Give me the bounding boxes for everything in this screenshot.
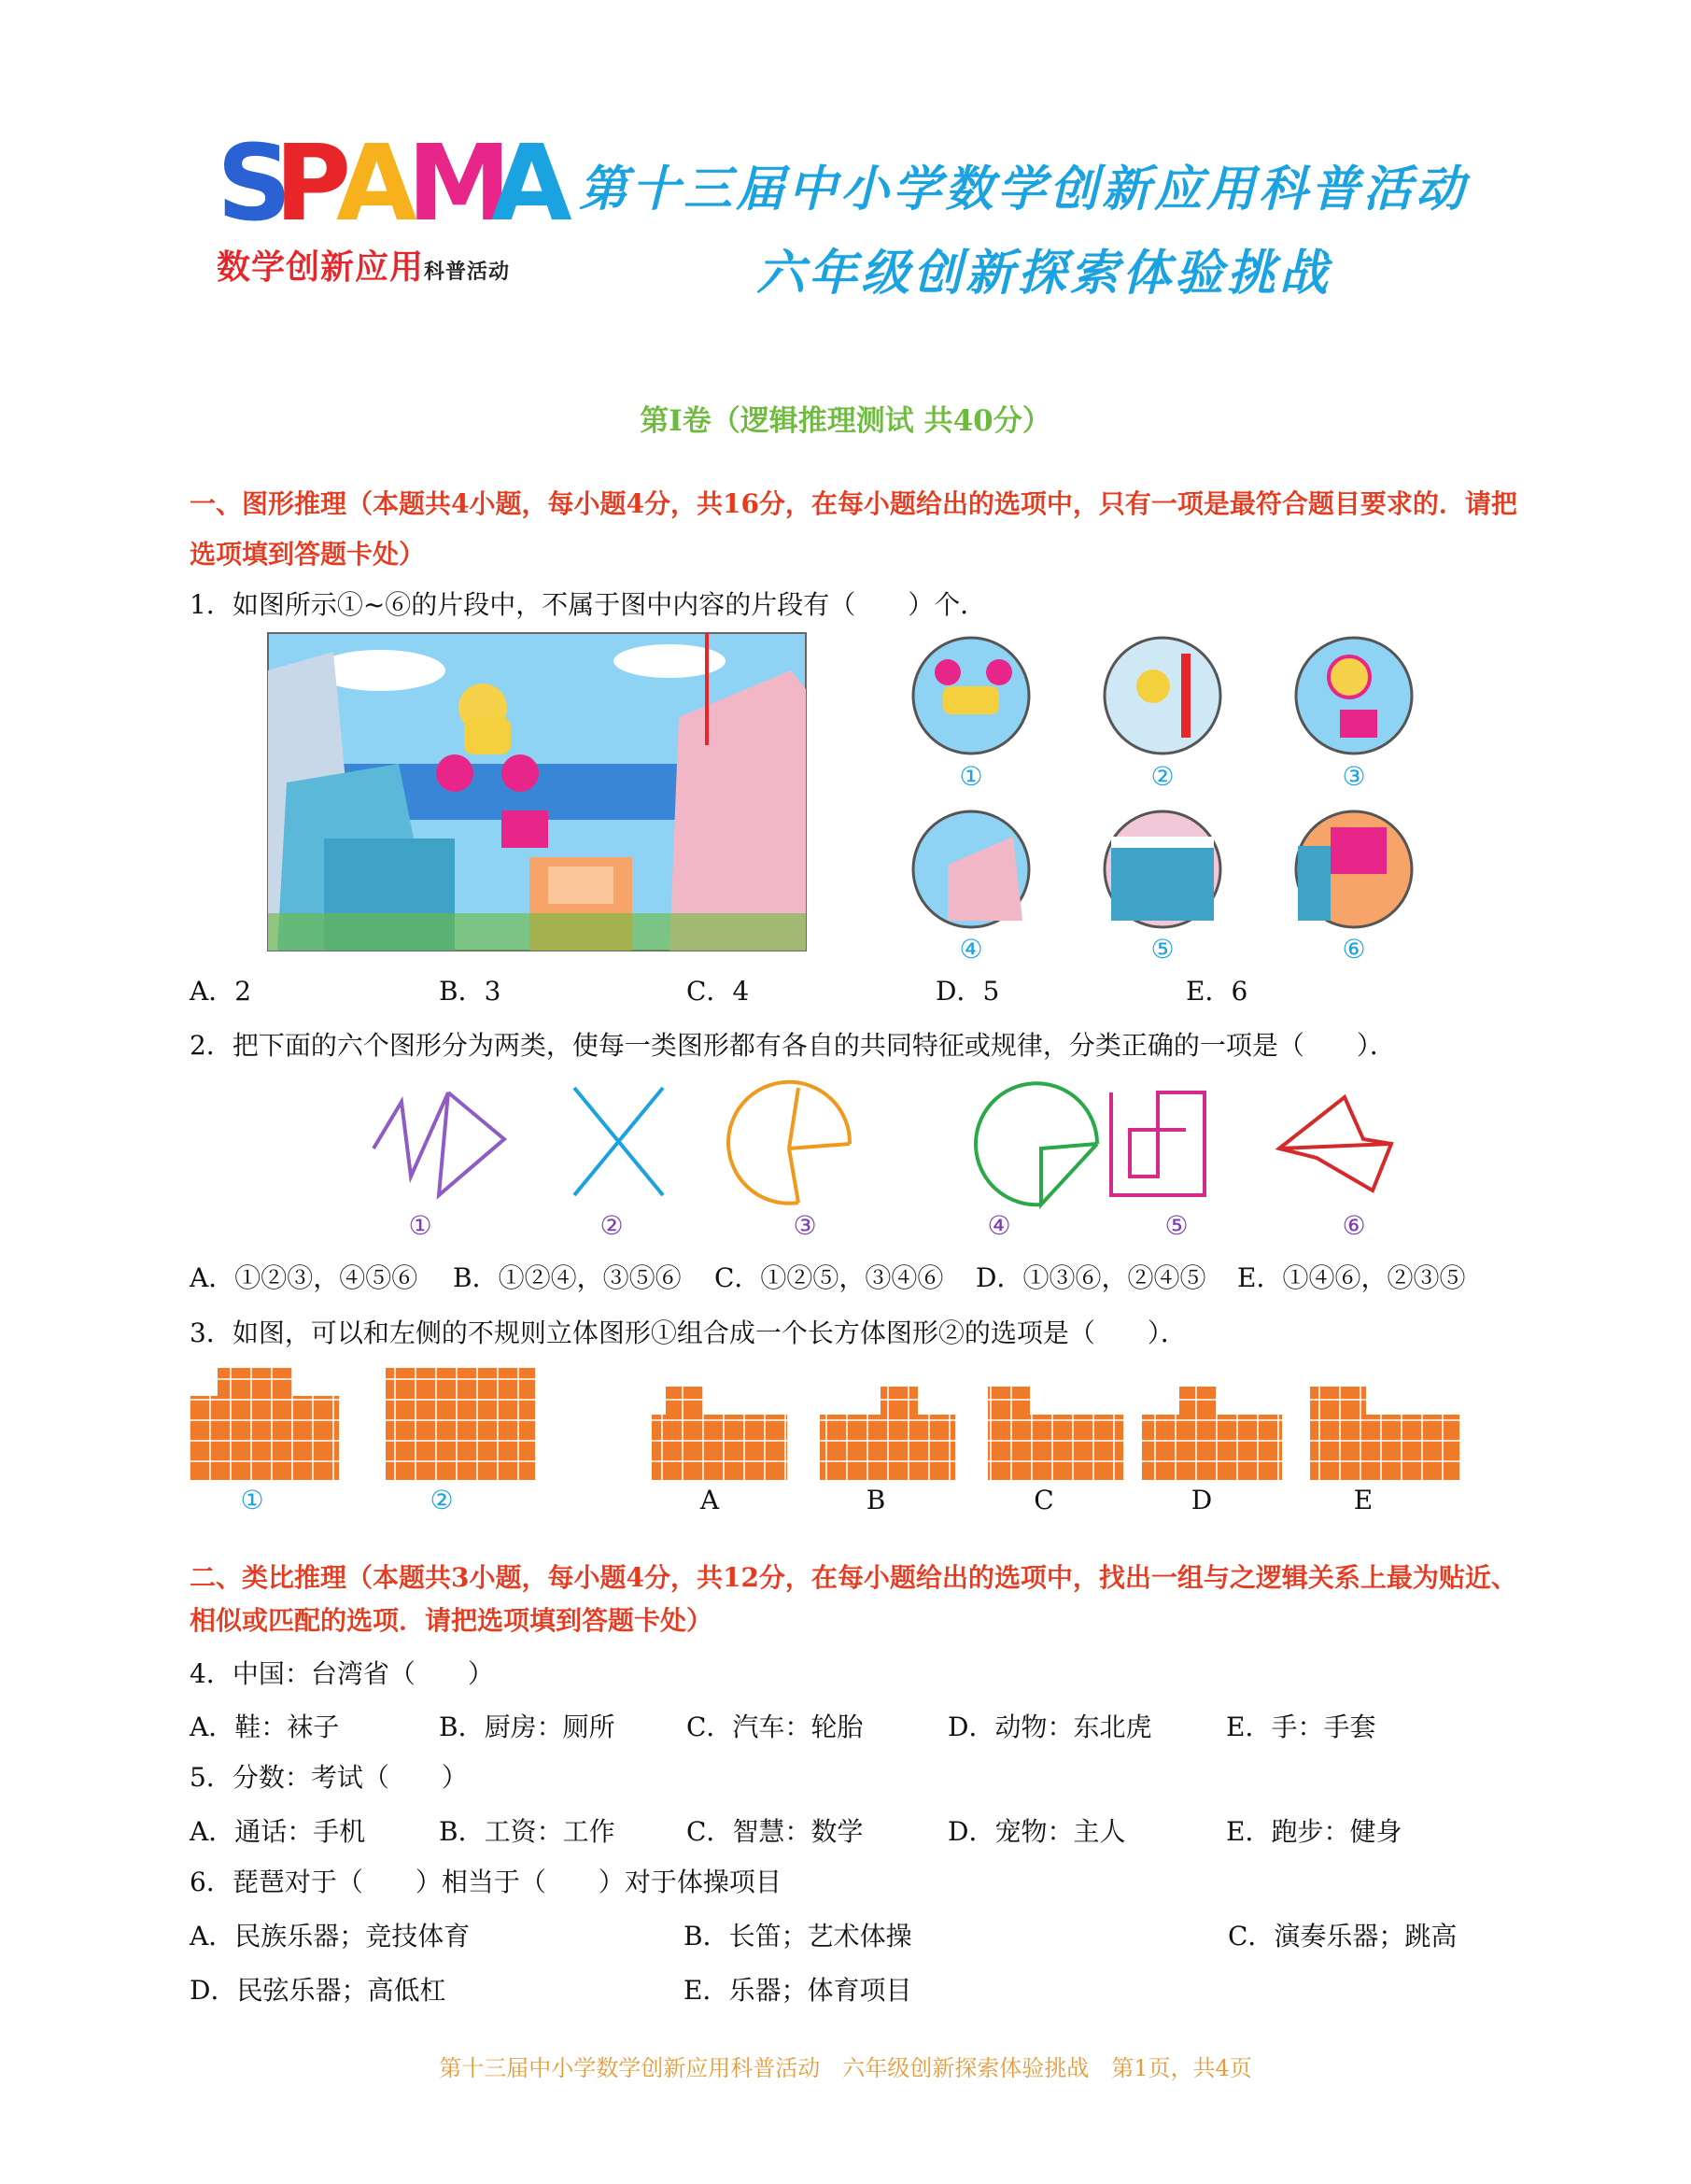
q2-shape-6 [1279,1097,1391,1191]
q3-text: 3．如图，可以和左侧的不规则立体图形①组合成一个长方体图形②的选项是（ ）． [190,1317,1187,1348]
q1-text: 1．如图所示①~⑥的片段中，不属于图中内容的片段有（ ）个． [190,589,987,620]
q3-label-b: B [866,1485,886,1515]
q2-shapes [364,1074,1410,1214]
q1-circle-label-2: ② [1150,761,1175,792]
q2-text: 2．把下面的六个图形分为两类，使每一类图形都有各自的共同特征或规律，分类正确的一项是（ ）． [190,1030,1396,1061]
q2-shape-label-5: ⑤ [1164,1210,1189,1241]
q6-text: 6．琵琶对于（ ）相当于（ ）对于体操项目 [190,1867,782,1897]
q4-option-d: D．动物：东北虎 [948,1712,1152,1742]
svg-text:M: M [407,123,512,245]
q1-circle-label-3: ③ [1342,761,1366,792]
q2-option-b: B．①②④，③⑤⑥ [453,1262,682,1293]
q1-option-d: D．5 [936,976,1000,1007]
q3-label-a: A [699,1485,720,1515]
q6-option-e: E．乐器；体育项目 [683,1975,912,2006]
section-title: 第Ⅰ卷（逻辑推理测试 共40分） [640,404,1051,438]
q6-option-b: B．长笛；艺术体操 [683,1921,912,1952]
q5-option-b: B．工资：工作 [439,1816,615,1847]
q6-option-a: A．民族乐器；竞技体育 [190,1921,471,1952]
part2-heading-line2: 相似或匹配的选项．请把选项填到答题卡处） [190,1605,713,1636]
q5-text: 5．分数：考试（ ） [190,1762,468,1793]
svg-text:A: A [491,123,572,245]
q3-option-c-figure [988,1387,1123,1480]
header-line1: 第十三届中小学数学创新应用科普活动 [579,161,1469,218]
q2-shape-3 [728,1082,850,1204]
q1-option-e: E．6 [1186,976,1248,1007]
q3-label-c: C [1034,1485,1054,1515]
q1-circle-3 [1293,635,1415,756]
q3-option-d-figure [1142,1387,1282,1480]
header-line2: 六年级创新探索体验挑战 [756,245,1332,302]
q5-option-e: E．跑步：健身 [1226,1816,1402,1847]
q2-shape-label-2: ② [599,1210,624,1241]
q4-option-b: B．厨房：厕所 [439,1712,615,1742]
q2-shape-label-3: ③ [793,1210,817,1241]
q1-circle-2 [1102,635,1223,756]
q1-option-a: A．2 [190,976,252,1007]
svg-text:S: S [217,123,287,245]
q2-option-d: D．①③⑥，②④⑤ [976,1262,1206,1293]
q5-option-d: D．宠物：主人 [948,1816,1126,1847]
logo-subtitle: 数学创新应用科普活动 [217,248,511,287]
part1-heading-line2: 选项填到答题卡处） [190,539,426,570]
q2-shape-label-6: ⑥ [1342,1210,1366,1241]
q2-shape-label-4: ④ [987,1210,1011,1241]
q2-option-a: A．①②③，④⑤⑥ [190,1262,418,1293]
q3-label-d: D [1191,1485,1213,1515]
q1-option-c: C．4 [686,976,750,1007]
q4-option-e: E．手：手套 [1226,1712,1376,1742]
svg-text:A: A [336,123,417,245]
q2-shape-4 [976,1083,1097,1205]
q4-option-a: A．鞋：袜子 [190,1712,340,1742]
q4-option-c: C．汽车：轮胎 [686,1712,864,1742]
q4-text: 4．中国：台湾省（ ） [190,1658,494,1689]
page-footer: 第十三届中小学数学创新应用科普活动 六年级创新探索体验挑战 第1页，共4页 [439,2055,1252,2081]
q3-figure-2 [386,1368,535,1480]
q2-option-e: E．①④⑥，②③⑤ [1237,1262,1466,1293]
q3-label-e: E [1353,1485,1374,1515]
q5-option-a: A．通话：手机 [190,1816,366,1847]
q3-figure-1 [190,1368,339,1480]
q2-shape-1 [373,1092,504,1195]
q3-label-2: ② [430,1485,454,1515]
q1-option-b: B．3 [439,976,501,1007]
q1-circle-6 [1293,809,1415,930]
svg-text:P: P [275,123,346,245]
q1-circle-5 [1102,809,1223,930]
q2-option-c: C．①②⑤，③④⑥ [714,1262,944,1293]
q1-circle-label-6: ⑥ [1342,934,1366,965]
q6-option-d: D．民弦乐器；高低杠 [190,1975,446,2006]
q5-option-c: C．智慧：数学 [686,1816,864,1847]
q2-shape-label-1: ① [408,1210,432,1241]
q1-circle-4 [910,809,1032,930]
q2-shape-5 [1111,1092,1205,1195]
spamia-logo [217,123,572,245]
q3-figures [190,1359,1478,1480]
q1-city-illustration [268,633,806,951]
q1-circle-label-4: ④ [959,934,983,965]
q1-circle-1 [910,635,1032,756]
q1-circle-label-5: ⑤ [1150,934,1175,965]
part2-heading-line1: 二、类比推理（本题共3小题，每小题4分，共12分，在每小题给出的选项中，找出一组与之逻辑关系上最为贴近、 [190,1562,1517,1593]
q3-label-1: ① [240,1485,264,1515]
q1-circle-label-1: ① [959,761,983,792]
q6-option-c: C．演奏乐器；跳高 [1228,1921,1458,1952]
q2-shape-2 [574,1088,663,1195]
q3-option-e-figure [1310,1387,1459,1480]
q3-option-a-figure [652,1387,787,1480]
q3-option-b-figure [820,1387,955,1480]
part1-heading-line1: 一、图形推理（本题共4小题，每小题4分，共16分，在每小题给出的选项中，只有一项是最符合题目要求的．请把 [190,488,1517,519]
